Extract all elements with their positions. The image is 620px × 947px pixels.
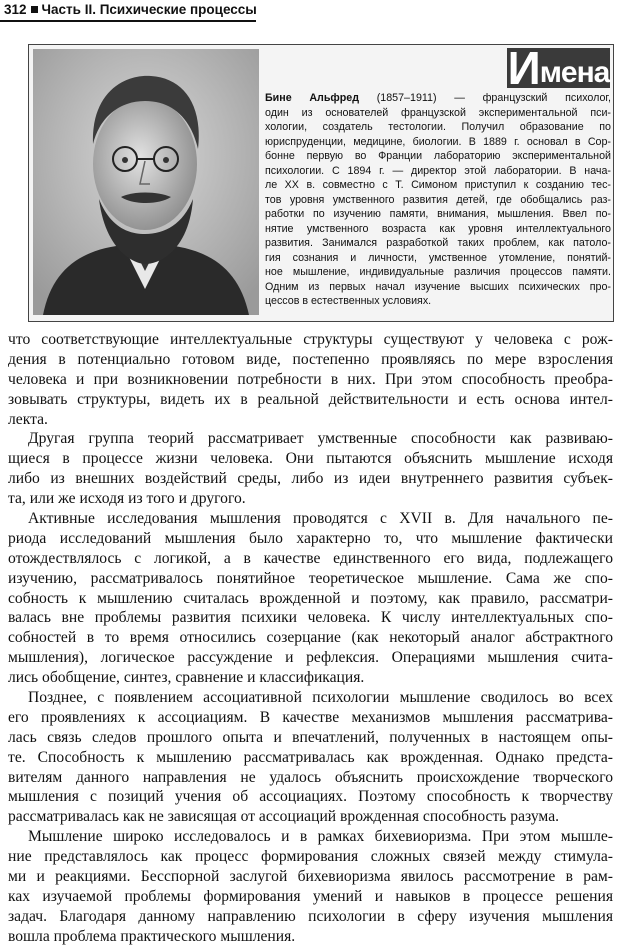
main-text xyxy=(8,330,613,947)
text-line: зовывать структуры, видеть их в реальной действительности и есть основа интел- xyxy=(8,390,613,408)
text-line: Активные исследования мышления проводятся с XVII в. Для начального пе- xyxy=(28,510,613,528)
text-line: собностей в то время относились созерцание (как некоторый аналог абстрактного xyxy=(8,629,613,647)
running-header xyxy=(4,0,257,20)
text-line: те. Способность к мышлению рассматривалась как врожденная. Однако предста- xyxy=(8,748,613,766)
text-line: лась связь следов прошлого опыта и впечатлений, полученных в настоящем опы- xyxy=(8,728,613,746)
text-line: либо из внешних воздействий среды, либо из идеи внутреннего развития субъек- xyxy=(8,470,613,488)
bio-line: психологии. С 1894 г. — директор этой лаборатории. В нача- xyxy=(265,164,611,177)
bio-line: цессов в естественных условиях. xyxy=(265,295,432,307)
text-line: дения в потенциально готовом виде, постепенно проявляясь по мере взросления xyxy=(8,350,613,368)
text-line: мышления с позиций учения об ассоциациях. Поэтому способность к творчеству xyxy=(8,788,613,806)
text-line: вителям данного направления не удалось объяснить происхождение творческого xyxy=(8,768,613,786)
separator-square-icon xyxy=(31,6,38,13)
bio-line: Одним из первых начал изучение высших психических про- xyxy=(265,280,611,293)
text-line: лись обобщение, синтез, сравнение и классификация. xyxy=(8,669,365,687)
text-line: его проявлениях к ассоциациям. В качестве механизмов мышления рассматрива- xyxy=(8,708,613,726)
text-line: ние представлялось как процесс формирования сложных связей между стимула- xyxy=(8,848,613,866)
portrait-image xyxy=(33,49,259,315)
biography-text xyxy=(265,91,611,309)
text-line: ках изучаемой проблемы формирования умений и навыков в процессе решения xyxy=(8,887,613,905)
bio-line: юриспруденции, медицине, биологии. В 1889 г. основал в Сор- xyxy=(265,135,611,148)
text-line: щиеся в процессе жизни человека. Они пытаются объяснить мышление исходя xyxy=(8,450,613,468)
bio-line: гия сознания и личности, умственное утомление, понятий- xyxy=(265,251,611,264)
text-line: валась вне проблемы развития психики человека. К числу интеллектуальных спо- xyxy=(8,609,613,627)
bio-name: Бине Альфред xyxy=(265,92,360,104)
text-line: что соответствующие интеллектуальные структуры существуют у человека с рож- xyxy=(8,331,613,348)
bio-line: хологии, создатель тестологии. Получил образование по xyxy=(265,121,611,133)
bio-line: ное мышление, индивидуальные различия процессов памяти. xyxy=(265,266,611,278)
text-line: рассматривалась как не зависящая от ассоциаций врожденная способность разума. xyxy=(8,808,560,826)
text-line: задач. Благодаря данному направлению психологии в сферу изучения мышления xyxy=(8,907,613,925)
text-line: вошла проблема практического мышления. xyxy=(8,927,296,945)
bio-line: один из основателей французской экспериментальной пси- xyxy=(265,106,611,119)
text-line: человека и при возникновении потребности в них. При этом способность преобра- xyxy=(8,370,613,388)
names-badge xyxy=(507,44,610,94)
badge-rest: мена xyxy=(539,56,610,89)
bio-line: тов уровня умственного развития детей, где обобщались раз- xyxy=(265,193,611,206)
bio-line: нятие умственного возраста как уровня интеллектуального xyxy=(265,222,611,235)
text-line: изучению, рассматривалось понятийное теоретическое мышление. Сама же спо- xyxy=(8,569,613,587)
text-line: Позднее, с появлением ассоциативной психологии мышление сводилось во всех xyxy=(28,689,613,707)
text-line: Другая группа теорий рассматривает умственные способности как развиваю- xyxy=(28,430,613,448)
names-sidebar-box xyxy=(28,44,614,322)
text-line: Мышление широко исследовалось и в рамках бихевиоризма. При этом мышле- xyxy=(28,828,613,846)
bio-line: бонне первую во Франции лабораторию экспериментальной xyxy=(265,150,611,162)
section-title: Часть II. Психические процессы xyxy=(41,2,257,17)
bio-line: работки по изучению памяти, внимания, мышления. Ввел по- xyxy=(265,208,611,220)
bio-line: развития. Занимался разработкой таких проблем, как патоло- xyxy=(265,237,611,249)
text-line: риода исследований мышления было характерно то, что мышление фактически xyxy=(8,529,613,547)
bio-line: Бине Альфред (1857–1911) — французский психолог, xyxy=(265,92,611,104)
text-line: собность к мышлению считалась врожденной и поэтому, как правило, рассматри- xyxy=(8,589,613,607)
text-line: та, или же исходя из того и другого. xyxy=(8,490,246,508)
badge-initial: И xyxy=(507,44,540,94)
page-number: 312 xyxy=(4,2,27,17)
text-line: отождествлялось с логикой, а в качестве единственного его вида, подлежащего xyxy=(8,549,613,567)
text-line: ми и реакциями. Бесспорной заслугой бихевиоризма явилось рассмотрение в рам- xyxy=(8,868,613,886)
bio-line: ле XX в. совместно с Т. Симоном приступил к созданию тес- xyxy=(265,179,611,191)
text-line: лекта. xyxy=(8,410,48,428)
header-rule xyxy=(0,20,256,22)
text-line: мышления), логическое рассуждение и рефлексия. Операциями мышления счита- xyxy=(8,649,613,667)
